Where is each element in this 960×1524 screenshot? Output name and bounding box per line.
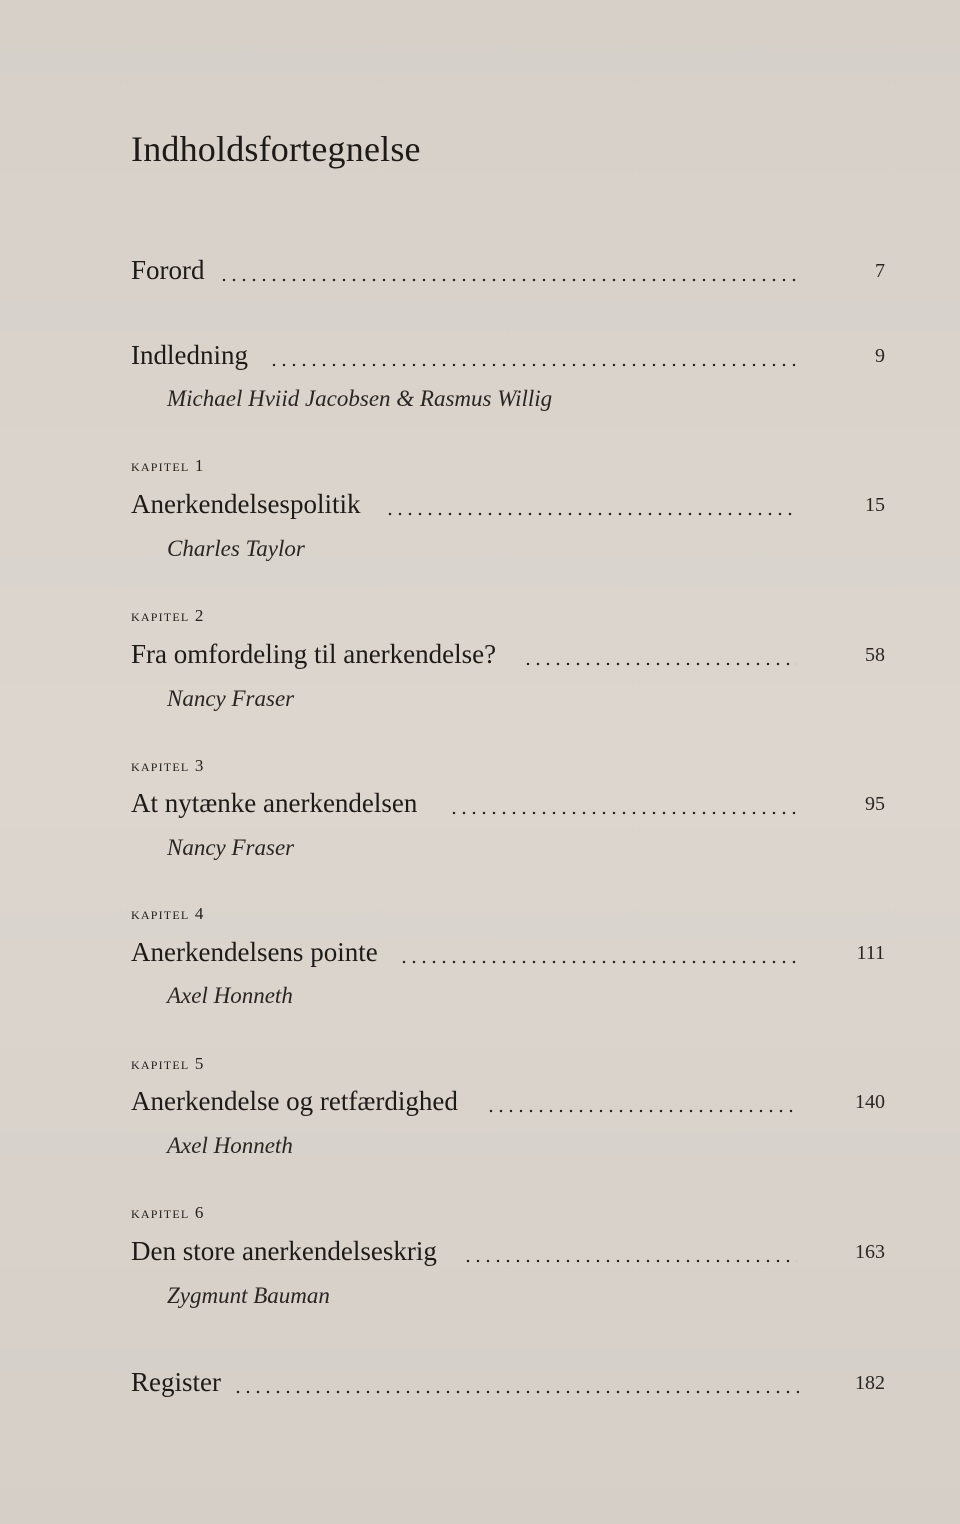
toc-entry-indledning	[131, 337, 885, 377]
toc-entry-chapter-5	[131, 1083, 885, 1123]
toc-entry-chapter-3	[131, 785, 885, 825]
leader-dots	[219, 278, 797, 282]
page-number: 95	[865, 793, 885, 815]
page-number: 111	[856, 942, 885, 964]
entry-author: Axel Honneth	[167, 983, 293, 1008]
entry-title: Forord	[131, 255, 205, 285]
entry-author: Michael Hviid Jacobsen & Rasmus Willig	[167, 386, 553, 411]
chapter-label: kapitel 3	[131, 756, 205, 775]
leader-dots	[523, 662, 797, 666]
leader-dots	[463, 1259, 797, 1263]
page-number: 182	[855, 1372, 885, 1394]
entry-author: Axel Honneth	[167, 1133, 293, 1158]
entry-title: Anerkendelsespolitik	[131, 489, 361, 519]
leader-dots	[486, 1109, 797, 1113]
page-title: Indholdsfortegnelse	[131, 129, 421, 169]
leader-dots	[233, 1390, 799, 1394]
entry-title: Register	[131, 1367, 221, 1397]
entry-title: Anerkendelse og retfærdighed	[131, 1086, 458, 1116]
chapter-label: kapitel 6	[131, 1203, 205, 1222]
page-number: 58	[865, 644, 885, 666]
page-number: 140	[855, 1091, 885, 1113]
toc-entry-chapter-2	[131, 636, 885, 676]
entry-author: Nancy Fraser	[167, 835, 295, 860]
chapter-label: kapitel 5	[131, 1054, 205, 1073]
page-number: 15	[865, 494, 885, 516]
entry-title: Den store anerkendelseskrig	[131, 1236, 437, 1266]
page-number: 9	[875, 345, 885, 367]
entry-author: Nancy Fraser	[167, 686, 295, 711]
toc-entry-register	[131, 1364, 885, 1404]
leader-dots	[399, 960, 797, 964]
toc-entry-chapter-6	[131, 1233, 885, 1273]
entry-title: Indledning	[131, 340, 248, 370]
page-number: 7	[875, 260, 885, 282]
chapter-label: kapitel 2	[131, 606, 205, 625]
toc-entry-forord	[131, 252, 885, 292]
chapter-label: kapitel 4	[131, 904, 205, 923]
toc-entry-chapter-1	[131, 486, 885, 526]
toc-entry-chapter-4	[131, 934, 885, 974]
entry-title: Anerkendelsens pointe	[131, 937, 378, 967]
entry-title: At nytænke anerkendelsen	[131, 788, 418, 818]
entry-title: Fra omfordeling til anerkendelse?	[131, 639, 497, 669]
leader-dots	[269, 363, 797, 367]
chapter-label: kapitel 1	[131, 456, 205, 475]
leader-dots	[385, 512, 797, 516]
entry-author: Charles Taylor	[167, 536, 305, 561]
page-number: 163	[855, 1241, 885, 1263]
entry-author: Zygmunt Bauman	[167, 1283, 330, 1308]
leader-dots	[449, 811, 797, 815]
